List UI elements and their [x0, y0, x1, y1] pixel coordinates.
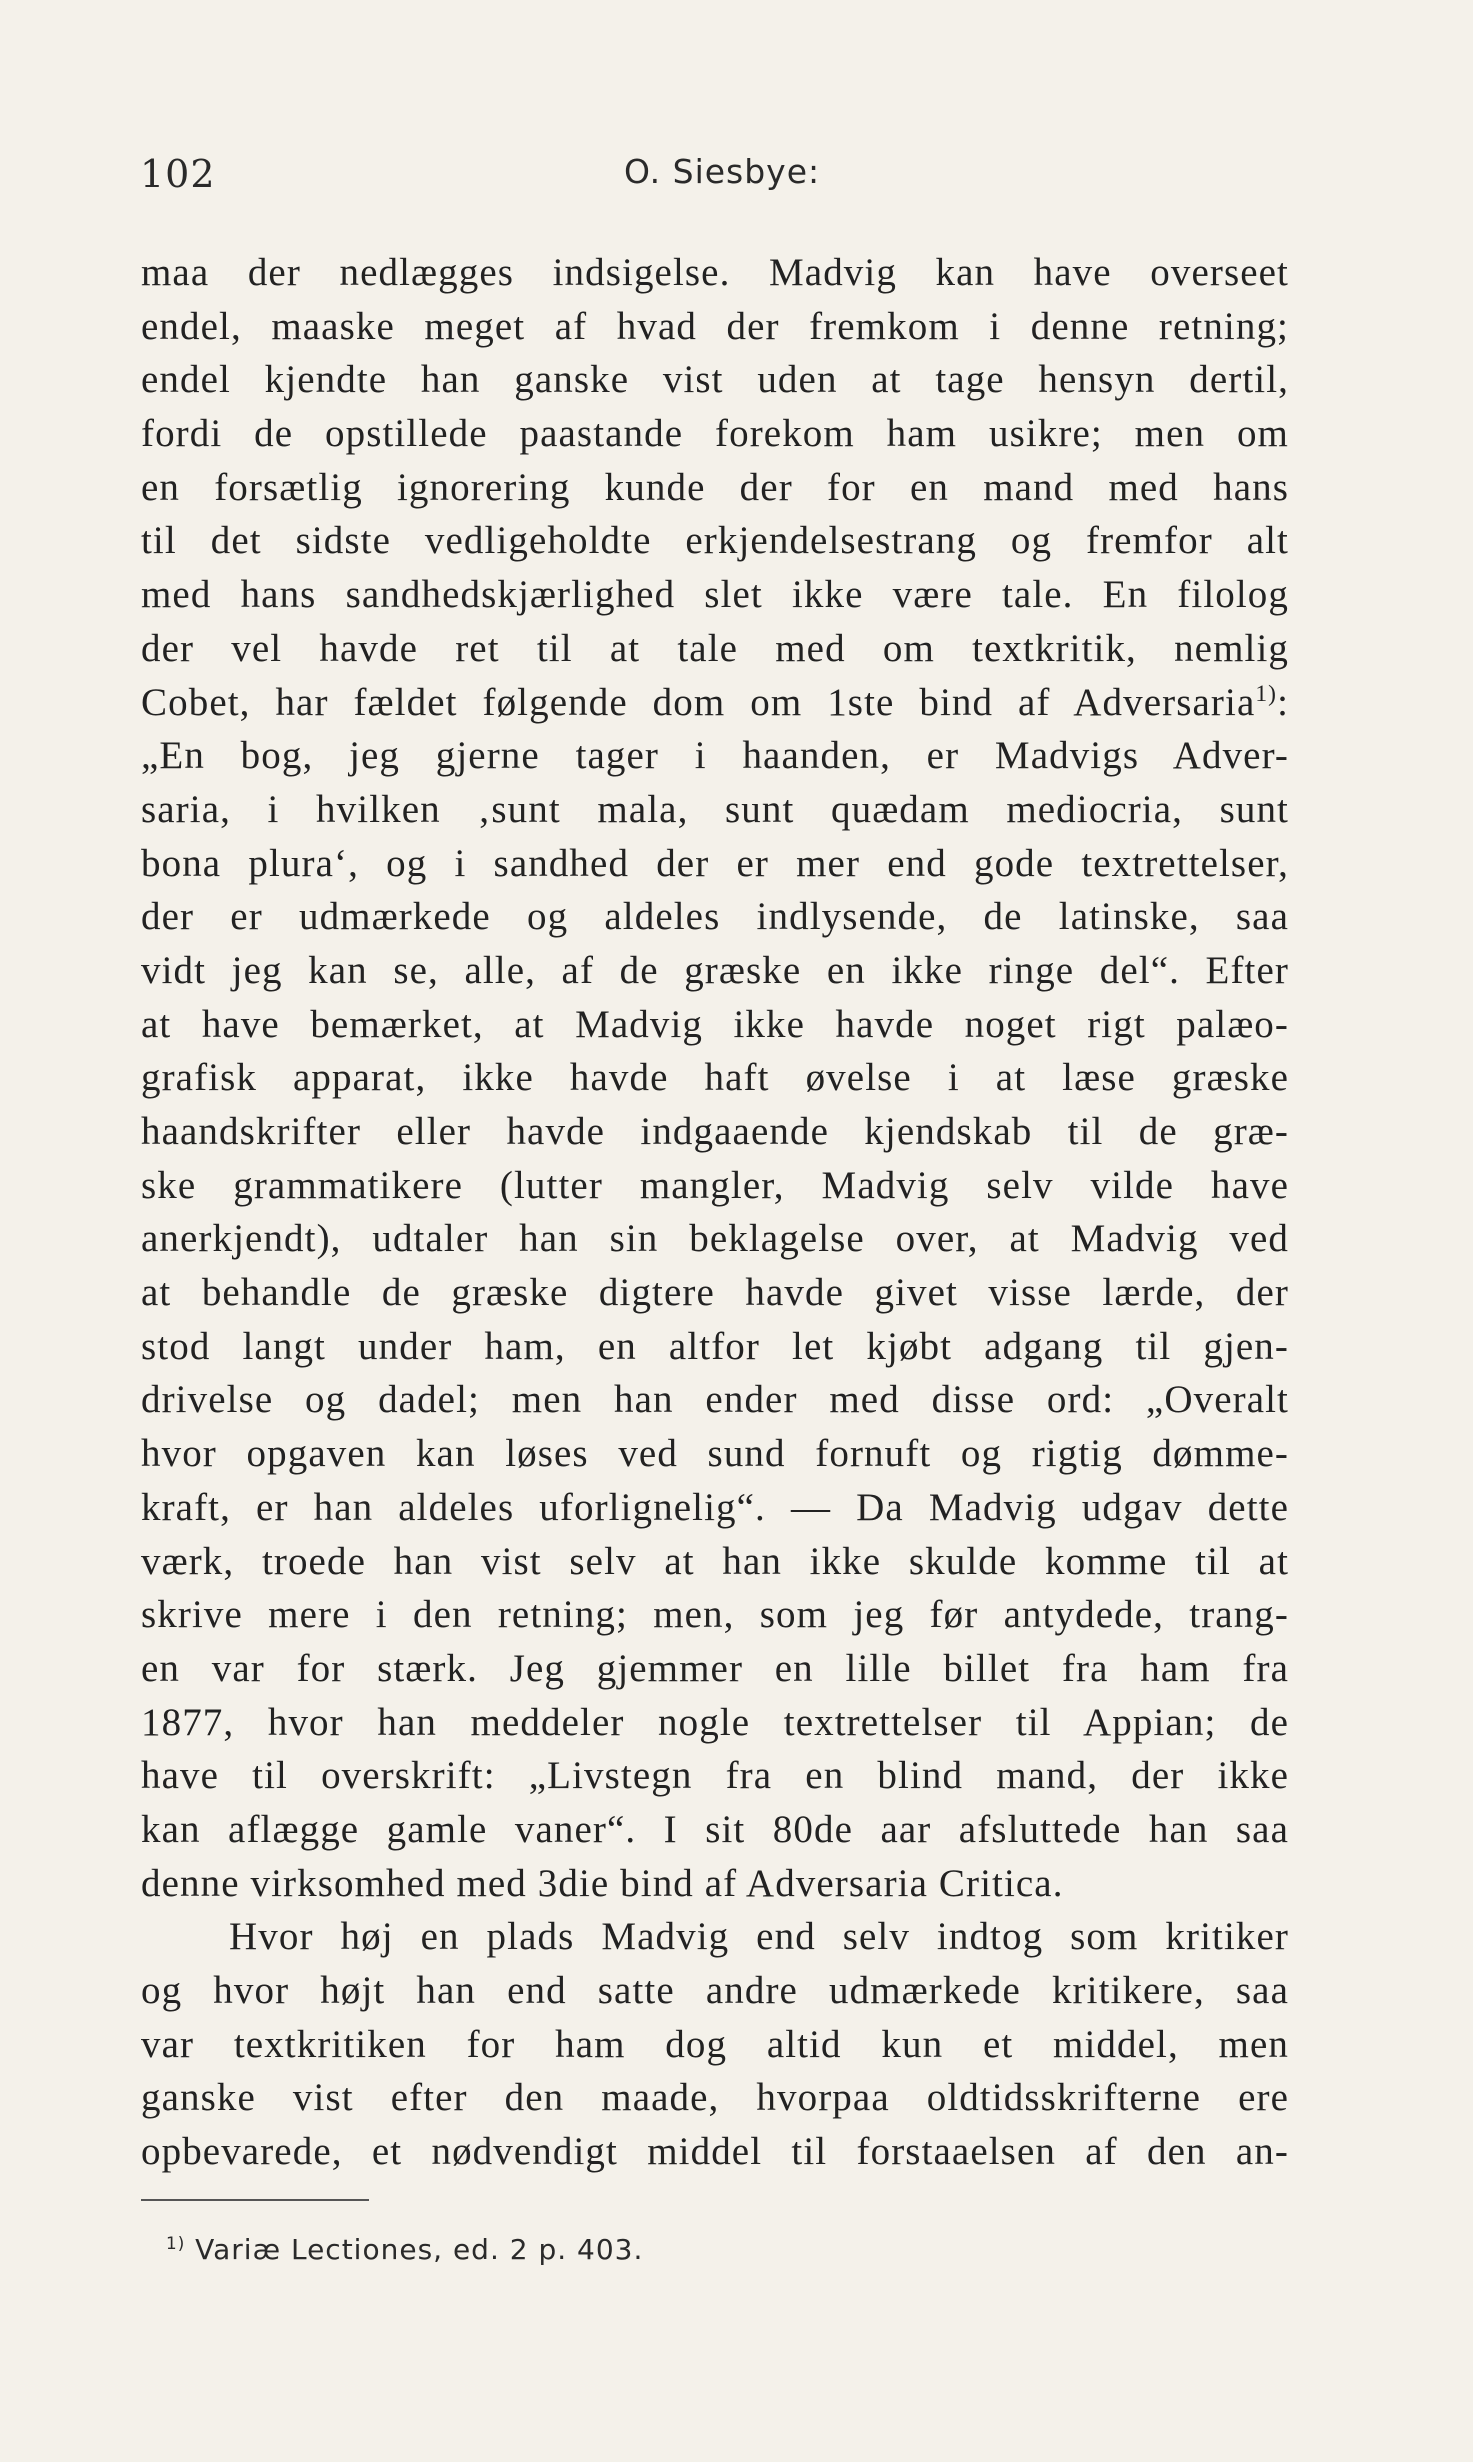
text-line: haandskrifter eller havde indgaaende kjendskab til de græ- — [141, 1110, 1289, 1153]
text-line: ganske vist efter den maade, hvorpaa oldtidsskrifterne ere — [141, 2076, 1289, 2120]
text-line: der vel havde ret til at tale med om textkritik, nemlig — [141, 626, 1289, 670]
text-line: saria, i hvilken ‚sunt mala, sunt quædam mediocria, sunt — [141, 787, 1289, 831]
text-line: endel kjendte han ganske vist uden at tage hensyn dertil, — [141, 358, 1289, 402]
text-line: en forsætlig ignorering kunde der for en mand med hans — [141, 465, 1289, 509]
text-line: endel, maaske meget af hvad der fremkom i denne retning; — [141, 304, 1289, 348]
text-line: at behandle de græske digtere havde givet visse lærde, der — [141, 1271, 1289, 1315]
text-line: opbevarede, et nødvendigt middel til forstaaelsen af den an- — [141, 2130, 1289, 2174]
paragraph-end-line: denne virksomhed med 3die bind af Adversaria Critica. — [141, 1861, 1064, 1905]
page-number: 102 — [140, 152, 216, 196]
text-line: der er udmærkede og aldeles indlysende, de latinske, saa — [141, 895, 1289, 939]
footnote-divider — [141, 2199, 369, 2201]
footnote-ref-colon: : — [1277, 680, 1289, 724]
text-line: var textkritiken for ham dog altid kun et middel, men — [141, 2022, 1289, 2066]
text-line: og hvor højt han end satte andre udmærkede kritikere, saa — [141, 1969, 1289, 2012]
text-line-content: Cobet, har fældet følgende dom om 1ste bind af Adversaria — [141, 680, 1256, 724]
text-line: fordi de opstillede paastande forekom ham usikre; men om — [141, 412, 1289, 456]
text-line: have til overskrift: „Livstegn fra en blind mand, der ikke — [141, 1754, 1289, 1798]
body-text — [141, 246, 1289, 2179]
text-line: „En bog, jeg gjerne tager i haanden, er Madvigs Adver- — [141, 734, 1289, 778]
footnote-marker: 1) — [166, 2232, 186, 2253]
text-line: skrive mere i den retning; men, som jeg før antydede, trang- — [141, 1593, 1289, 1637]
text-line-with-footnote-ref — [141, 676, 1289, 730]
paragraph-start-line: Hvor høj en plads Madvig end selv indtog som kritiker — [229, 1915, 1289, 1959]
text-line: at have bemærket, at Madvig ikke havde noget rigt palæo- — [141, 1002, 1289, 1046]
text-line: til det sidste vedligeholdte erkjendelsestrang og fremfor alt — [141, 519, 1289, 563]
text-line: vidt jeg kan se, alle, af de græske en ikke ringe del“. Efter — [141, 948, 1289, 992]
footnote — [166, 2233, 643, 2266]
footnote-reference: 1) — [1255, 680, 1278, 707]
text-line: maa der nedlægges indsigelse. Madvig kan have overseet — [141, 251, 1289, 294]
text-line: drivelse og dadel; men han ender med disse ord: „Overalt — [141, 1378, 1289, 1422]
text-line: bona plura‘, og i sandhed der er mer end gode textrettelser, — [141, 841, 1289, 885]
text-line: stod langt under ham, en altfor let kjøbt adgang til gjen- — [141, 1324, 1289, 1368]
page-header — [140, 152, 1290, 202]
text-line: anerkjendt), udtaler han sin beklagelse over, at Madvig ved — [141, 1217, 1289, 1261]
text-line: med hans sandhedskjærlighed slet ikke være tale. En filolog — [141, 573, 1289, 617]
text-line: hvor opgaven kan løses ved sund fornuft og rigtig dømme- — [141, 1432, 1289, 1476]
text-line: grafisk apparat, ikke havde haft øvelse i at læse græske — [141, 1056, 1289, 1100]
footnote-text: Variæ Lectiones, ed. 2 p. 403. — [185, 2233, 644, 2266]
text-line: ske grammatikere (lutter mangler, Madvig selv vilde have — [141, 1163, 1289, 1207]
text-line: 1877, hvor han meddeler nogle textrettelser til Appian; de — [141, 1700, 1289, 1744]
text-line: kan aflægge gamle vaner“. I sit 80de aar afsluttede han saa — [141, 1807, 1289, 1851]
text-line: værk, troede han vist selv at han ikke skulde komme til at — [141, 1539, 1289, 1583]
text-line: en var for stærk. Jeg gjemmer en lille billet fra ham fra — [141, 1646, 1289, 1690]
running-head: O. Siesbye: — [624, 152, 821, 191]
text-line: kraft, er han aldeles uforlignelig“. — Da Madvig udgav dette — [141, 1485, 1289, 1529]
